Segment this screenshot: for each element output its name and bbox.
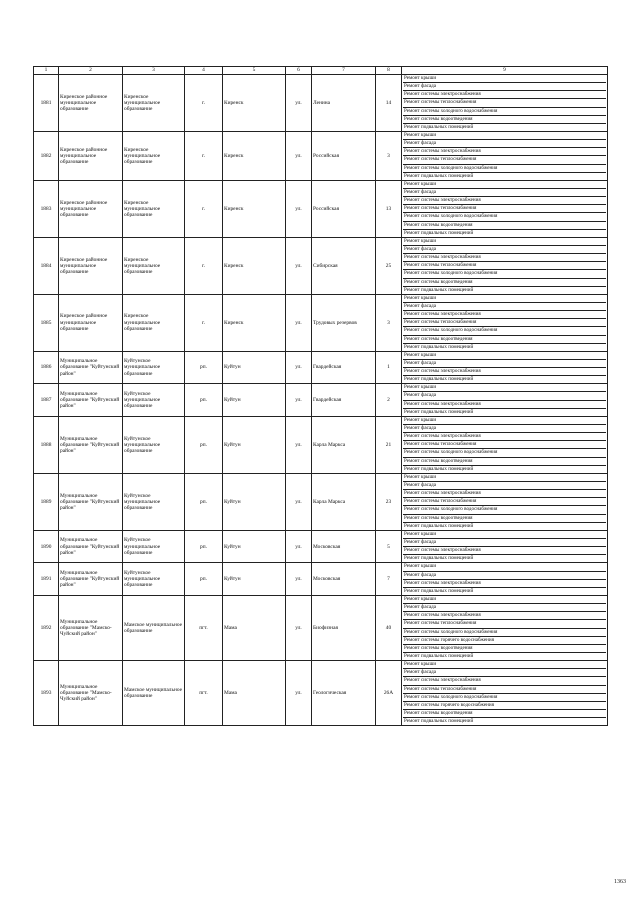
- work-item: Ремонт системы водоотведения: [403, 336, 606, 344]
- cell-street: Трудовых резервов: [312, 294, 376, 351]
- cell-street: Гвардейская: [312, 351, 376, 384]
- work-item: Ремонт системы холодного водоснабжения: [403, 165, 606, 173]
- cell-town: Киренск: [223, 75, 286, 132]
- cell-st: ул.: [286, 473, 312, 530]
- work-item: Ремонт подвальных помещений: [404, 652, 474, 659]
- cell-house: 13: [376, 180, 402, 237]
- work-item: Ремонт системы холодного водоснабжения: [403, 506, 606, 514]
- page-number: 1363: [614, 879, 626, 885]
- work-item: Ремонт системы теплоснабжения: [403, 205, 606, 213]
- work-item: Ремонт системы электроснабжения: [403, 148, 606, 156]
- work-item: Ремонт крыши: [403, 238, 606, 246]
- cell-house: 1: [376, 351, 402, 384]
- cell-town: Киренск: [223, 131, 286, 180]
- cell-tt: г.: [185, 237, 223, 294]
- table-row: [34, 661, 608, 726]
- work-item: Ремонт фасада: [403, 539, 606, 547]
- cell-town: Куйтун: [223, 351, 286, 384]
- work-item: Ремонт крыши: [403, 417, 606, 425]
- works-list: [402, 237, 608, 294]
- work-item: Ремонт системы горячего водоснабжения: [403, 702, 606, 710]
- work-item: Ремонт крыши: [403, 295, 606, 303]
- work-item: Ремонт подвальных помещений: [404, 465, 474, 472]
- work-item: Ремонт системы холодного водоснабжения: [403, 629, 606, 637]
- cell-st: ул.: [286, 237, 312, 294]
- works-list: [402, 131, 608, 180]
- work-item: Ремонт крыши: [403, 474, 606, 482]
- cell-st: ул.: [286, 596, 312, 661]
- cell-street: Биофизная: [312, 596, 376, 661]
- col-header: 4: [185, 67, 223, 75]
- cell-n: 1886: [34, 351, 59, 384]
- work-item: Ремонт фасада: [403, 392, 606, 400]
- work-item: Ремонт подвальных помещений: [404, 587, 474, 594]
- cell-n: 1883: [34, 180, 59, 237]
- cell-mo: Киренское муниципальное образование: [123, 131, 185, 180]
- work-item: Ремонт крыши: [403, 352, 606, 360]
- cell-town: Киренск: [223, 294, 286, 351]
- cell-tt: г.: [185, 75, 223, 132]
- cell-house: 3: [376, 131, 402, 180]
- col-header: 2: [59, 67, 123, 75]
- work-item: Ремонт подвальных помещений: [404, 229, 474, 236]
- work-item: Ремонт фасада: [403, 425, 606, 433]
- work-item: Ремонт системы теплоснабжения: [403, 441, 606, 449]
- work-item: Ремонт подвальных помещений: [404, 376, 474, 383]
- cell-n: 1887: [34, 384, 59, 417]
- cell-n: 1882: [34, 131, 59, 180]
- work-item: Ремонт системы водоотведения: [403, 458, 606, 466]
- register-table: [33, 66, 608, 726]
- cell-street: Московская: [312, 530, 376, 563]
- table-row: [34, 237, 608, 294]
- work-item: Ремонт системы электроснабжения: [403, 677, 606, 685]
- table-row: [34, 473, 608, 530]
- work-item: Ремонт крыши: [403, 563, 606, 571]
- cell-st: ул.: [286, 75, 312, 132]
- cell-house: 25: [376, 237, 402, 294]
- cell-street: Карла Маркса: [312, 416, 376, 473]
- cell-town: Куйтун: [223, 473, 286, 530]
- cell-tt: г.: [185, 294, 223, 351]
- work-item: Ремонт системы теплоснабжения: [403, 620, 606, 628]
- table-row: [34, 75, 608, 132]
- work-item: Ремонт крыши: [403, 661, 606, 669]
- table-row: [34, 416, 608, 473]
- table-row: [34, 563, 608, 596]
- work-item: Ремонт подвальных помещений: [404, 522, 474, 529]
- cell-street: Геологическая: [312, 661, 376, 726]
- cell-tt: рп.: [185, 530, 223, 563]
- work-item: Ремонт фасада: [403, 482, 606, 490]
- cell-town: Куйтун: [223, 563, 286, 596]
- work-item: Ремонт подвальных помещений: [404, 172, 474, 179]
- work-item: Ремонт системы электроснабжения: [403, 91, 606, 99]
- work-item: Ремонт системы водоотведения: [403, 116, 606, 124]
- work-item: Ремонт системы теплоснабжения: [403, 498, 606, 506]
- cell-tt: рп.: [185, 351, 223, 384]
- work-item: Ремонт подвальных помещений: [404, 286, 474, 293]
- table-row: [34, 384, 608, 417]
- col-header: 6: [286, 67, 312, 75]
- cell-st: ул.: [286, 294, 312, 351]
- cell-house: 2: [376, 384, 402, 417]
- table-row: [34, 530, 608, 563]
- work-item: Ремонт фасада: [403, 246, 606, 254]
- cell-house: 7: [376, 563, 402, 596]
- cell-mr: Муниципальное образование "Куйтунский район": [59, 530, 123, 563]
- work-item: Ремонт системы теплоснабжения: [403, 99, 606, 107]
- cell-house: 26А: [376, 661, 402, 726]
- work-item: Ремонт системы холодного водоснабжения: [403, 213, 606, 221]
- works-list: [402, 75, 608, 132]
- cell-mo: Куйтунское муниципальное образование: [123, 351, 185, 384]
- work-item: Ремонт системы электроснабжения: [403, 547, 606, 555]
- cell-n: 1892: [34, 596, 59, 661]
- work-item: Ремонт крыши: [403, 181, 606, 189]
- work-item: Ремонт системы горячего водоснабжения: [403, 637, 606, 645]
- table-row: [34, 131, 608, 180]
- cell-tt: пгт.: [185, 661, 223, 726]
- cell-tt: рп.: [185, 563, 223, 596]
- table-body: [34, 75, 608, 726]
- work-item: Ремонт системы электроснабжения: [403, 311, 606, 319]
- cell-mo: Куйтунское муниципальное образование: [123, 563, 185, 596]
- col-header: 3: [123, 67, 185, 75]
- cell-tt: рп.: [185, 473, 223, 530]
- cell-house: 23: [376, 473, 402, 530]
- cell-street: Российская: [312, 180, 376, 237]
- works-list: [402, 661, 608, 726]
- cell-mr: Муниципальное образование "Куйтунский район": [59, 351, 123, 384]
- cell-street: Ленина: [312, 75, 376, 132]
- work-item: Ремонт системы теплоснабжения: [403, 262, 606, 270]
- cell-mr: Муниципальное образование "Куйтунский район": [59, 384, 123, 417]
- works-list: [402, 294, 608, 351]
- cell-town: Мама: [223, 661, 286, 726]
- work-item: Ремонт фасада: [403, 604, 606, 612]
- work-item: Ремонт системы холодного водоснабжения: [403, 108, 606, 116]
- work-item: Ремонт крыши: [403, 531, 606, 539]
- cell-st: ул.: [286, 131, 312, 180]
- work-item: Ремонт подвальных помещений: [404, 343, 474, 350]
- works-list: [402, 180, 608, 237]
- cell-mr: Муниципальное образование "Мамско-Чуйский район": [59, 596, 123, 661]
- cell-mo: Куйтунское муниципальное образование: [123, 473, 185, 530]
- work-item: Ремонт системы электроснабжения: [403, 433, 606, 441]
- col-header: 5: [223, 67, 286, 75]
- cell-town: Киренск: [223, 237, 286, 294]
- cell-house: 40: [376, 596, 402, 661]
- work-item: Ремонт системы водоотведения: [403, 645, 606, 653]
- cell-n: 1881: [34, 75, 59, 132]
- cell-st: ул.: [286, 351, 312, 384]
- cell-st: ул.: [286, 180, 312, 237]
- work-item: Ремонт крыши: [403, 384, 606, 392]
- works-list: [402, 384, 608, 417]
- works-list: [402, 473, 608, 530]
- cell-street: Гвардейская: [312, 384, 376, 417]
- work-item: Ремонт системы электроснабжения: [403, 490, 606, 498]
- works-list: [402, 416, 608, 473]
- works-list: [402, 596, 608, 661]
- header-row: [34, 67, 608, 75]
- cell-tt: рп.: [185, 384, 223, 417]
- cell-tt: пгт.: [185, 596, 223, 661]
- cell-town: Мама: [223, 596, 286, 661]
- work-item: Ремонт фасада: [403, 83, 606, 91]
- cell-mo: Куйтунское муниципальное образование: [123, 530, 185, 563]
- work-item: Ремонт фасада: [403, 669, 606, 677]
- work-item: Ремонт подвальных помещений: [404, 408, 474, 415]
- work-item: Ремонт системы электроснабжения: [403, 401, 606, 409]
- cell-town: Куйтун: [223, 384, 286, 417]
- cell-n: 1891: [34, 563, 59, 596]
- work-item: Ремонт системы электроснабжения: [403, 254, 606, 262]
- cell-town: Куйтун: [223, 530, 286, 563]
- cell-n: 1884: [34, 237, 59, 294]
- cell-mo: Киренское муниципальное образование: [123, 75, 185, 132]
- work-item: Ремонт системы холодного водоснабжения: [403, 270, 606, 278]
- col-header: 8: [376, 67, 402, 75]
- cell-mr: Киренское районное муниципальное образование: [59, 131, 123, 180]
- cell-mo: Мамское муниципальное образование: [123, 596, 185, 661]
- table-row: [34, 351, 608, 384]
- cell-tt: г.: [185, 180, 223, 237]
- work-item: Ремонт подвальных помещений: [404, 123, 474, 130]
- table-row: [34, 294, 608, 351]
- cell-mr: Муниципальное образование "Мамско-Чуйский район": [59, 661, 123, 726]
- work-item: Ремонт подвальных помещений: [404, 555, 474, 562]
- works-list: [402, 530, 608, 563]
- work-item: Ремонт системы водоотведения: [403, 710, 606, 718]
- work-item: Ремонт крыши: [403, 75, 606, 83]
- table-row: [34, 596, 608, 661]
- cell-n: 1889: [34, 473, 59, 530]
- cell-tt: рп.: [185, 416, 223, 473]
- cell-n: 1890: [34, 530, 59, 563]
- cell-street: Сибирская: [312, 237, 376, 294]
- cell-house: 21: [376, 416, 402, 473]
- work-item: Ремонт системы теплоснабжения: [403, 156, 606, 164]
- cell-mo: Киренское муниципальное образование: [123, 294, 185, 351]
- cell-house: 14: [376, 75, 402, 132]
- cell-st: ул.: [286, 530, 312, 563]
- work-item: Ремонт системы водоотведения: [403, 279, 606, 287]
- work-item: Ремонт системы холодного водоснабжения: [403, 449, 606, 457]
- cell-mo: Куйтунское муниципальное образование: [123, 416, 185, 473]
- work-item: Ремонт системы водоотведения: [403, 222, 606, 230]
- cell-st: ул.: [286, 416, 312, 473]
- cell-house: 5: [376, 530, 402, 563]
- works-list: [402, 563, 608, 596]
- cell-st: ул.: [286, 563, 312, 596]
- work-item: Ремонт системы электроснабжения: [403, 197, 606, 205]
- cell-town: Куйтун: [223, 416, 286, 473]
- cell-mr: Муниципальное образование "Куйтунский район": [59, 473, 123, 530]
- cell-mr: Киренское районное муниципальное образование: [59, 75, 123, 132]
- work-item: Ремонт системы водоотведения: [403, 515, 606, 523]
- work-item: Ремонт фасада: [403, 140, 606, 148]
- work-item: Ремонт фасада: [403, 360, 606, 368]
- cell-street: Российская: [312, 131, 376, 180]
- work-item: Ремонт системы холодного водоснабжения: [403, 327, 606, 335]
- cell-mo: Киренское муниципальное образование: [123, 180, 185, 237]
- cell-mo: Куйтунское муниципальное образование: [123, 384, 185, 417]
- cell-street: Московская: [312, 563, 376, 596]
- work-item: Ремонт системы электроснабжения: [403, 368, 606, 376]
- work-item: Ремонт фасада: [403, 189, 606, 197]
- cell-house: 3: [376, 294, 402, 351]
- work-item: Ремонт системы теплоснабжения: [403, 686, 606, 694]
- work-item: Ремонт крыши: [403, 132, 606, 140]
- work-item: Ремонт системы электроснабжения: [403, 580, 606, 588]
- work-item: Ремонт подвальных помещений: [404, 718, 474, 725]
- cell-n: 1893: [34, 661, 59, 726]
- work-item: Ремонт фасада: [403, 572, 606, 580]
- cell-mo: Мамское муниципальное образование: [123, 661, 185, 726]
- col-header: 1: [34, 67, 59, 75]
- col-header: 9: [402, 67, 608, 75]
- table-row: [34, 180, 608, 237]
- cell-mr: Киренское районное муниципальное образование: [59, 294, 123, 351]
- cell-st: ул.: [286, 661, 312, 726]
- work-item: Ремонт крыши: [403, 596, 606, 604]
- cell-mr: Муниципальное образование "Куйтунский район": [59, 416, 123, 473]
- cell-street: Карла Маркса: [312, 473, 376, 530]
- work-item: Ремонт фасада: [403, 303, 606, 311]
- cell-mo: Киренское муниципальное образование: [123, 237, 185, 294]
- col-header: 7: [312, 67, 376, 75]
- work-item: Ремонт системы холодного водоснабжения: [403, 694, 606, 702]
- cell-mr: Муниципальное образование "Куйтунский район": [59, 563, 123, 596]
- cell-mr: Киренское районное муниципальное образование: [59, 237, 123, 294]
- work-item: Ремонт системы теплоснабжения: [403, 319, 606, 327]
- works-list: [402, 351, 608, 384]
- work-item: Ремонт системы электроснабжения: [403, 612, 606, 620]
- cell-tt: г.: [185, 131, 223, 180]
- cell-n: 1888: [34, 416, 59, 473]
- cell-mr: Киренское районное муниципальное образование: [59, 180, 123, 237]
- cell-st: ул.: [286, 384, 312, 417]
- cell-town: Киренск: [223, 180, 286, 237]
- cell-n: 1885: [34, 294, 59, 351]
